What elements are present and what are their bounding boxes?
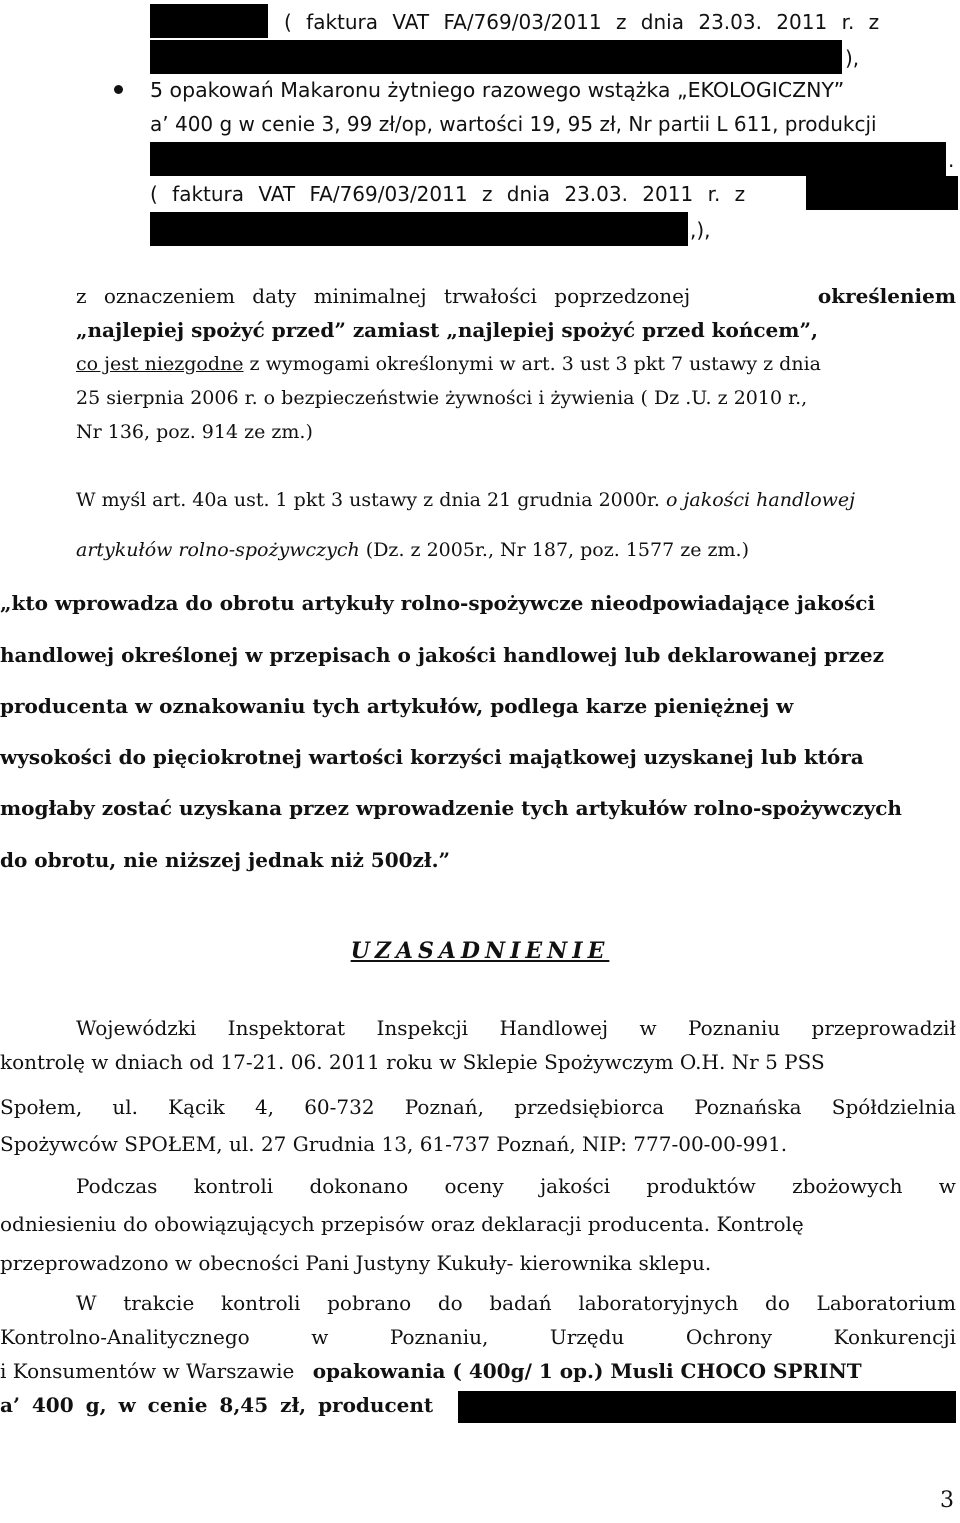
word: Poznaniu [687,1016,781,1040]
justification-line: przeprowadzono w obecności Pani Justyny Kukuły- kierownika sklepu. [0,1251,712,1275]
word: Inspekcji [376,1016,469,1040]
redaction-block [150,142,946,176]
legal-basis-text: (Dz. z 2005r., Nr 187, poz. 1577 ze zm.) [359,539,749,561]
word: Kącik [168,1095,225,1119]
charge-line: „najlepiej spożyć przed” zamiast „najlepiej spożyć przed końcem”, [76,318,818,342]
justification-text: i Konsumentów w Warszawie [0,1359,301,1383]
word: Inspektorat [227,1016,346,1040]
legal-basis-line [76,536,749,564]
justification-line: Spożywców SPOŁEM, ul. 27 Grudnia 13, 61-737 Poznań, NIP: 777-00-00-991. [0,1132,788,1156]
redaction-block [150,40,842,74]
charge-line: 25 sierpnia 2006 r. o bezpieczeństwie żywności i żywienia ( Dz .U. z 2010 r., [76,387,808,409]
word: produktów [646,1174,756,1198]
word: Ochrony [685,1325,773,1349]
word: w [639,1016,657,1040]
word: Wojewódzki [76,1016,197,1040]
redaction-block [458,1391,956,1423]
word: trakcie [123,1291,195,1315]
word: Kontrolno-Analitycznego [0,1325,250,1349]
legal-basis-italic: artykułów rolno-spożywczych [76,539,360,561]
word: laboratoryjnych [578,1291,739,1315]
charge-text: z oznaczeniem daty minimalnej trwałości poprzedzonej [76,284,691,308]
word: Handlowej [499,1016,609,1040]
sample-description: opakowania ( 400g/ 1 op.) Musli CHOCO SPRINT [312,1359,862,1383]
word: 60-732 [304,1095,375,1119]
word: jakości [539,1174,611,1198]
word: Społem, [0,1095,83,1119]
word: 4, [254,1095,275,1119]
legal-basis-line [76,486,855,514]
close-paren: ,), [690,218,711,242]
close-paren: ), [845,46,860,70]
sanction-line: mogłaby zostać uzyskana przez wprowadzenie tych artykułów rolno-spożywczych [0,796,902,820]
word: zbożowych [792,1174,903,1198]
word: przeprowadził [811,1016,956,1040]
sanction-line: handlowej określonej w przepisach o jakości handlowej lub deklarowanej przez [0,643,884,667]
charge-text: z wymogami określonymi w art. 3 ust 3 pkt 7 ustawy z dnia [243,353,821,375]
page-number: 3 [940,1488,954,1513]
word: przedsiębiorca [514,1095,665,1119]
product-line: 5 opakowań Makaronu żytniego razowego wstążka „EKOLOGICZNY” [150,78,845,102]
sanction-line: „kto wprowadza do obrotu artykuły rolno-spożywcze nieodpowiadające jakości [0,591,876,615]
charge-bold-text: określeniem [817,284,956,308]
redaction-block [806,176,958,210]
word: Laboratorium [816,1291,956,1315]
word: ul. [112,1095,138,1119]
word: kontroli [220,1291,301,1315]
section-heading: UZASADNIENIE [350,938,610,964]
word: do [437,1291,463,1315]
underlined-text: co jest niezgodne [76,353,244,375]
sanction-line: do obrotu, nie niższej jednak niż 500zł.” [0,848,451,872]
word: Urzędu [549,1325,625,1349]
word: w [311,1325,329,1349]
word: w [938,1174,956,1198]
word: W [76,1291,97,1315]
word: oceny [444,1174,504,1198]
word: Poznańska [694,1095,802,1119]
charge-line: Nr 136, poz. 914 ze zm.) [76,421,313,443]
sanction-line: producenta w oznakowaniu tych artykułów, podlega karze pieniężnej w [0,694,794,718]
justification-line [0,1093,956,1121]
invoice-line: ( faktura VAT FA/769/03/2011 z dnia 23.03. 2011 r. z [284,10,880,34]
justification-line [76,1172,956,1200]
bullet-icon [114,85,123,94]
charge-line [76,282,956,310]
word: Konkurencji [833,1325,956,1349]
word: kontroli [193,1174,274,1198]
word: badań [489,1291,552,1315]
justification-line [0,1323,956,1351]
sanction-line: wysokości do pięciokrotnej wartości korzyści majątkowej uzyskanej lub która [0,745,864,769]
word: Podczas [76,1174,158,1198]
sample-description: a’ 400 g, w cenie 8,45 zł, producent [0,1393,434,1417]
justification-line: odniesieniu do obowiązujących przepisów oraz deklaracji producenta. Kontrolę [0,1212,804,1236]
justification-line [76,1014,956,1042]
product-line: a’ 400 g w cenie 3, 99 zł/op, wartości 19, 95 zł, Nr partii L 611, produkcji [150,112,877,136]
word: pobrano [327,1291,412,1315]
charge-line [76,350,821,378]
legal-basis-text: W myśl art. 40a ust. 1 pkt 3 ustawy z dnia 21 grudnia 2000r. [76,489,667,511]
word: Poznań, [404,1095,485,1119]
justification-line: kontrolę w dniach od 17-21. 06. 2011 roku w Sklepie Spożywczym O.H. Nr 5 PSS [0,1050,825,1074]
word: Spółdzielnia [831,1095,956,1119]
invoice-line: ( faktura VAT FA/769/03/2011 z dnia 23.03. 2011 r. z [150,182,746,206]
justification-line [0,1357,862,1385]
word: Poznaniu, [389,1325,489,1349]
word: do [765,1291,790,1315]
justification-line [76,1289,956,1317]
redaction-block [150,4,268,38]
legal-basis-italic: o jakości handlowej [666,489,856,511]
word: dokonano [309,1174,409,1198]
redaction-block [150,212,688,246]
period: . [948,148,955,172]
